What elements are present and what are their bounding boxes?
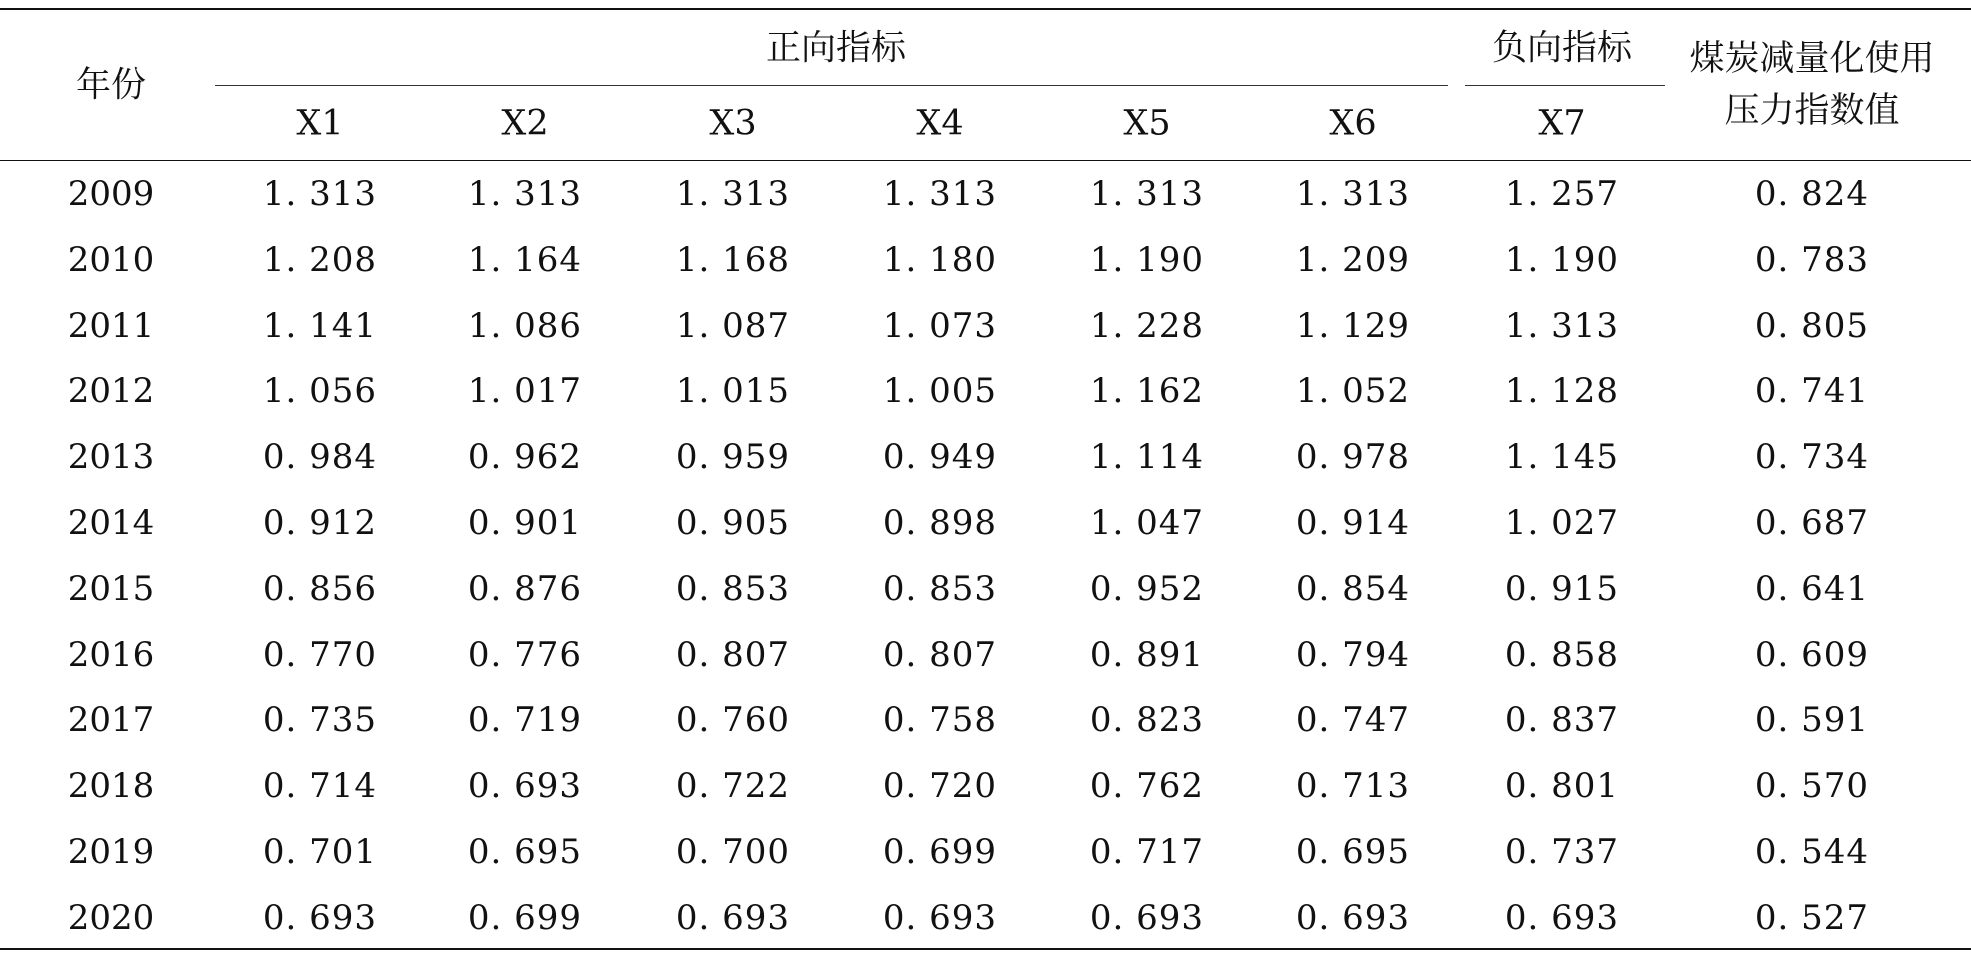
indicator-cell-x7: 1. 027 — [1504, 503, 1620, 543]
indicator-cell-x4: 0. 693 — [882, 897, 998, 938]
pressure-index-cell: 0. 570 — [1754, 766, 1870, 807]
indicator-cell-x5: 1. 047 — [1089, 503, 1205, 543]
column-header-x2: X2 — [501, 103, 549, 144]
year-cell: 2010 — [67, 239, 155, 280]
indicator-cell-x2: 0. 719 — [467, 700, 583, 741]
indicator-cell-x4: 1. 313 — [882, 174, 998, 214]
indicator-cell-x6: 1. 052 — [1295, 371, 1411, 412]
indicator-cell-x1: 0. 693 — [262, 897, 378, 938]
indicator-cell-x2: 0. 962 — [467, 437, 583, 478]
column-header-x4: X4 — [916, 103, 964, 144]
indicator-cell-x7: 0. 693 — [1504, 897, 1620, 938]
indicator-cell-x2: 0. 699 — [467, 897, 583, 938]
year-cell: 2015 — [67, 568, 155, 609]
indicator-cell-x7: 1. 313 — [1504, 305, 1620, 346]
header-bottom-rule — [0, 160, 1971, 161]
indicator-cell-x5: 0. 952 — [1089, 568, 1205, 609]
year-cell: 2011 — [67, 305, 155, 346]
year-cell: 2014 — [67, 503, 155, 543]
indicator-cell-x5: 0. 762 — [1089, 766, 1205, 807]
indicator-cell-x2: 0. 876 — [467, 568, 583, 609]
column-header-x6: X6 — [1329, 103, 1377, 144]
pressure-index-header-line1: 煤炭减量化使用 — [1689, 39, 1935, 80]
indicator-cell-x5: 0. 823 — [1089, 700, 1205, 741]
pressure-index-cell: 0. 734 — [1754, 437, 1870, 478]
indicator-cell-x6: 0. 794 — [1295, 634, 1411, 675]
year-header: 年份 — [75, 65, 147, 106]
indicator-cell-x6: 0. 914 — [1295, 503, 1411, 543]
year-cell: 2020 — [67, 897, 155, 938]
indicator-cell-x3: 0. 807 — [675, 634, 791, 675]
indicator-cell-x4: 0. 853 — [882, 568, 998, 609]
pressure-index-cell: 0. 641 — [1754, 568, 1870, 609]
indicator-cell-x2: 0. 776 — [467, 634, 583, 675]
indicator-cell-x4: 1. 073 — [882, 305, 998, 346]
indicator-cell-x4: 0. 807 — [882, 634, 998, 675]
top-rule — [0, 8, 1971, 10]
indicator-cell-x5: 1. 228 — [1089, 305, 1205, 346]
negative-indicators-header: 负向指标 — [1491, 28, 1633, 69]
indicator-cell-x3: 0. 905 — [675, 503, 791, 543]
indicator-cell-x7: 0. 837 — [1504, 700, 1620, 741]
pressure-index-cell: 0. 527 — [1754, 897, 1870, 938]
indicator-cell-x2: 1. 086 — [467, 305, 583, 346]
indicator-cell-x1: 1. 313 — [262, 174, 378, 214]
indicator-cell-x2: 1. 164 — [467, 239, 583, 280]
indicator-cell-x7: 0. 801 — [1504, 766, 1620, 807]
column-header-x7: X7 — [1538, 103, 1586, 144]
indicator-cell-x4: 1. 005 — [882, 371, 998, 412]
indicator-cell-x7: 1. 257 — [1504, 174, 1620, 214]
indicator-cell-x7: 0. 858 — [1504, 634, 1620, 675]
indicator-cell-x7: 1. 128 — [1504, 371, 1620, 412]
pressure-index-cell: 0. 805 — [1754, 305, 1870, 346]
year-cell: 2017 — [67, 700, 155, 741]
pressure-index-cell: 0. 591 — [1754, 700, 1870, 741]
indicator-cell-x3: 1. 087 — [675, 305, 791, 346]
indicator-cell-x6: 1. 209 — [1295, 239, 1411, 280]
indicator-cell-x2: 1. 313 — [467, 174, 583, 214]
indicator-cell-x6: 0. 854 — [1295, 568, 1411, 609]
indicator-cell-x5: 0. 693 — [1089, 897, 1205, 938]
indicator-cell-x1: 0. 984 — [262, 437, 378, 478]
indicator-cell-x5: 1. 313 — [1089, 174, 1205, 214]
pressure-index-cell: 0. 609 — [1754, 634, 1870, 675]
indicator-cell-x4: 0. 720 — [882, 766, 998, 807]
indicator-cell-x4: 1. 180 — [882, 239, 998, 280]
indicator-cell-x4: 0. 949 — [882, 437, 998, 478]
indicator-cell-x6: 0. 713 — [1295, 766, 1411, 807]
indicator-cell-x1: 1. 141 — [262, 305, 378, 346]
indicator-cell-x7: 0. 915 — [1504, 568, 1620, 609]
indicator-cell-x3: 0. 853 — [675, 568, 791, 609]
indicator-cell-x1: 1. 056 — [262, 371, 378, 412]
indicator-cell-x2: 0. 901 — [467, 503, 583, 543]
indicator-cell-x1: 0. 770 — [262, 634, 378, 675]
column-header-x3: X3 — [709, 103, 757, 144]
indicator-cell-x2: 0. 695 — [467, 832, 583, 872]
pressure-index-cell: 0. 687 — [1754, 503, 1870, 543]
indicator-cell-x1: 0. 714 — [262, 766, 378, 807]
indicator-cell-x7: 1. 190 — [1504, 239, 1620, 280]
positive-indicators-header: 正向指标 — [765, 28, 907, 69]
indicator-cell-x4: 0. 758 — [882, 700, 998, 741]
indicator-cell-x5: 1. 114 — [1089, 437, 1205, 478]
indicator-cell-x3: 0. 760 — [675, 700, 791, 741]
indicator-cell-x3: 0. 693 — [675, 897, 791, 938]
pressure-index-cell: 0. 783 — [1754, 239, 1870, 280]
indicator-cell-x6: 1. 313 — [1295, 174, 1411, 214]
indicator-cell-x3: 0. 959 — [675, 437, 791, 478]
pressure-index-cell: 0. 741 — [1754, 371, 1870, 412]
indicator-cell-x1: 0. 735 — [262, 700, 378, 741]
bottom-rule — [0, 948, 1971, 950]
indicator-cell-x5: 0. 891 — [1089, 634, 1205, 675]
indicator-cell-x2: 1. 017 — [467, 371, 583, 412]
year-cell: 2012 — [67, 371, 155, 412]
positive-group-underline — [215, 85, 1448, 86]
indicator-cell-x6: 0. 693 — [1295, 897, 1411, 938]
year-cell: 2013 — [67, 437, 155, 478]
indicator-cell-x6: 0. 978 — [1295, 437, 1411, 478]
indicator-cell-x3: 1. 313 — [675, 174, 791, 214]
indicator-cell-x6: 0. 747 — [1295, 700, 1411, 741]
pressure-index-header-line2: 压力指数值 — [1724, 91, 1900, 131]
indicator-cell-x3: 1. 168 — [675, 239, 791, 280]
year-cell: 2009 — [67, 174, 155, 214]
indicator-cell-x4: 0. 699 — [882, 832, 998, 872]
pressure-index-cell: 0. 824 — [1754, 174, 1870, 214]
indicator-cell-x6: 0. 695 — [1295, 832, 1411, 872]
indicator-cell-x1: 0. 912 — [262, 503, 378, 543]
indicator-cell-x5: 0. 717 — [1089, 832, 1205, 872]
indicator-cell-x2: 0. 693 — [467, 766, 583, 807]
indicator-cell-x1: 0. 701 — [262, 832, 378, 872]
pressure-index-cell: 0. 544 — [1754, 832, 1870, 872]
indicator-cell-x7: 0. 737 — [1504, 832, 1620, 872]
indicator-cell-x7: 1. 145 — [1504, 437, 1620, 478]
indicator-cell-x5: 1. 162 — [1089, 371, 1205, 412]
indicator-cell-x3: 1. 015 — [675, 371, 791, 412]
indicator-cell-x3: 0. 700 — [675, 832, 791, 872]
column-header-x5: X5 — [1123, 103, 1171, 144]
column-header-x1: X1 — [296, 103, 344, 144]
year-cell: 2018 — [67, 766, 155, 807]
indicator-cell-x5: 1. 190 — [1089, 239, 1205, 280]
year-cell: 2016 — [67, 634, 155, 675]
indicator-cell-x4: 0. 898 — [882, 503, 998, 543]
pressure-index-header — [1689, 34, 1934, 138]
negative-group-underline — [1465, 85, 1665, 86]
year-cell: 2019 — [67, 832, 155, 872]
indicator-cell-x1: 1. 208 — [262, 239, 378, 280]
indicator-cell-x3: 0. 722 — [675, 766, 791, 807]
indicator-cell-x1: 0. 856 — [262, 568, 378, 609]
indicator-cell-x6: 1. 129 — [1295, 305, 1411, 346]
